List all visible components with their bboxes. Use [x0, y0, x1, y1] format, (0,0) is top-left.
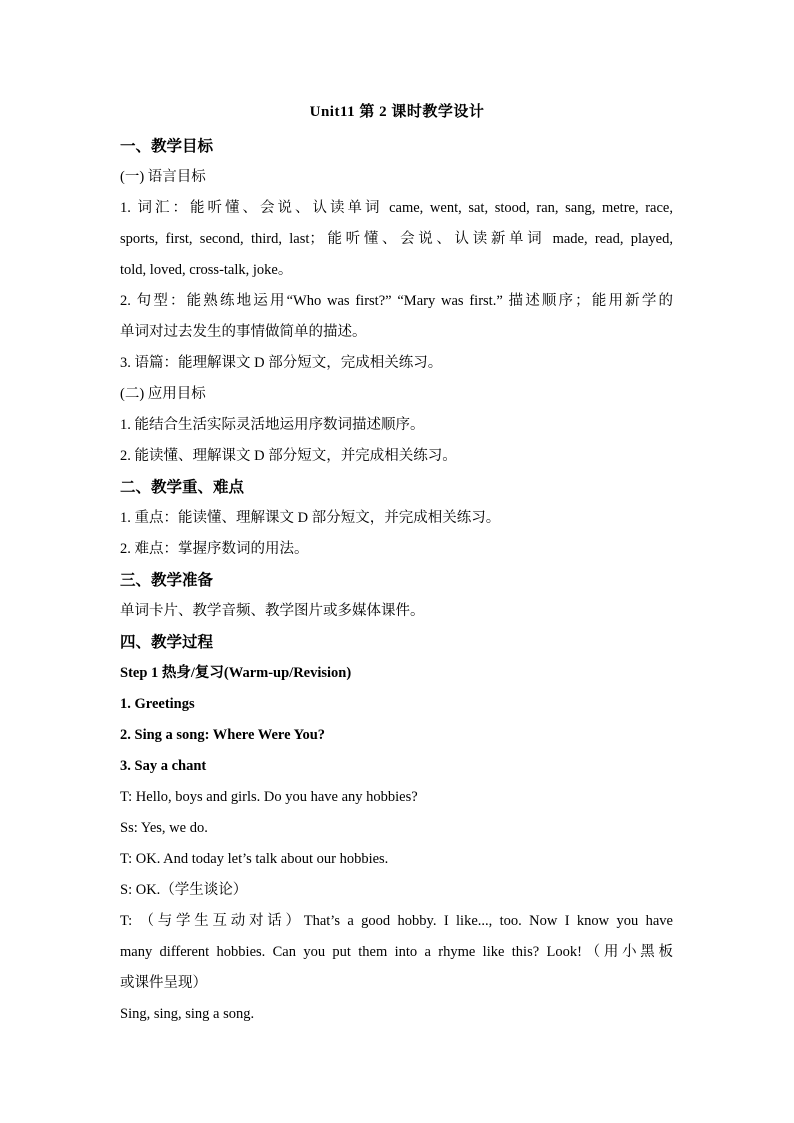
paragraph-line: sports, first, second, third, last；能听懂、会说、认读新单词 made, read, played, — [120, 231, 673, 247]
dialogue-line: T: （与学生互动对话）That’s a good hobby. I like..., too. Now I know you have — [120, 913, 673, 929]
dialogue-line: 或课件呈现） — [120, 975, 207, 991]
paragraph-line: 2. 句型：能熟练地运用“Who was first?” “Mary was first.” 描述顺序；能用新学的 — [120, 293, 673, 309]
rhyme-line: Sing, sing, sing a song. — [120, 1006, 255, 1022]
paragraph-line: 2. 能读懂、理解课文 D 部分短文，并完成相关练习。 — [120, 448, 457, 464]
paragraph-line: 1. 重点：能读懂、理解课文 D 部分短文，并完成相关练习。 — [120, 510, 501, 526]
section-heading-preparation: 三、教学准备 — [120, 572, 214, 589]
subsection-language-goals: (一) 语言目标 — [120, 169, 206, 185]
paragraph-line: told, loved, cross-talk, joke。 — [120, 262, 293, 278]
paragraph-line: 1. 词汇：能听懂、会说、认读单词 came, went, sat, stood, ran, sang, metre, race, — [120, 200, 673, 216]
dialogue-line: S: OK.（学生谈论） — [120, 882, 248, 898]
dialogue-line: many different hobbies. Can you put them into a rhyme like this? Look!（用小黑板 — [120, 944, 673, 960]
paragraph-line: 3. 语篇：能理解课文 D 部分短文，完成相关练习。 — [120, 355, 443, 371]
document-body — [120, 131, 673, 1030]
paragraph-line: 单词对过去发生的事情做简单的描述。 — [120, 324, 367, 340]
section-heading-objectives: 一、教学目标 — [120, 138, 214, 155]
dialogue-line: T: OK. And today let’s talk about our hobbies. — [120, 851, 389, 867]
paragraph-line: 单词卡片、教学音频、教学图片或多媒体课件。 — [120, 603, 425, 619]
dialogue-line: Ss: Yes, we do. — [120, 820, 208, 836]
paragraph-line: 1. 能结合生活实际灵活地运用序数词描述顺序。 — [120, 417, 425, 433]
paragraph-line: 2. 难点：掌握序数词的用法。 — [120, 541, 309, 557]
document-title: Unit11 第 2 课时教学设计 — [309, 104, 485, 120]
step-item-heading: 3. Say a chant — [120, 758, 207, 774]
section-heading-process: 四、教学过程 — [120, 634, 214, 651]
step-heading: Step 1 热身/复习(Warm-up/Revision) — [120, 665, 352, 681]
subsection-application-goals: (二) 应用目标 — [120, 386, 206, 402]
dialogue-line: T: Hello, boys and girls. Do you have any hobbies? — [120, 789, 418, 805]
section-heading-key-points: 二、教学重、难点 — [120, 479, 245, 496]
step-item-heading: 1. Greetings — [120, 696, 195, 712]
step-item-heading: 2. Sing a song: Where Were You? — [120, 727, 326, 743]
